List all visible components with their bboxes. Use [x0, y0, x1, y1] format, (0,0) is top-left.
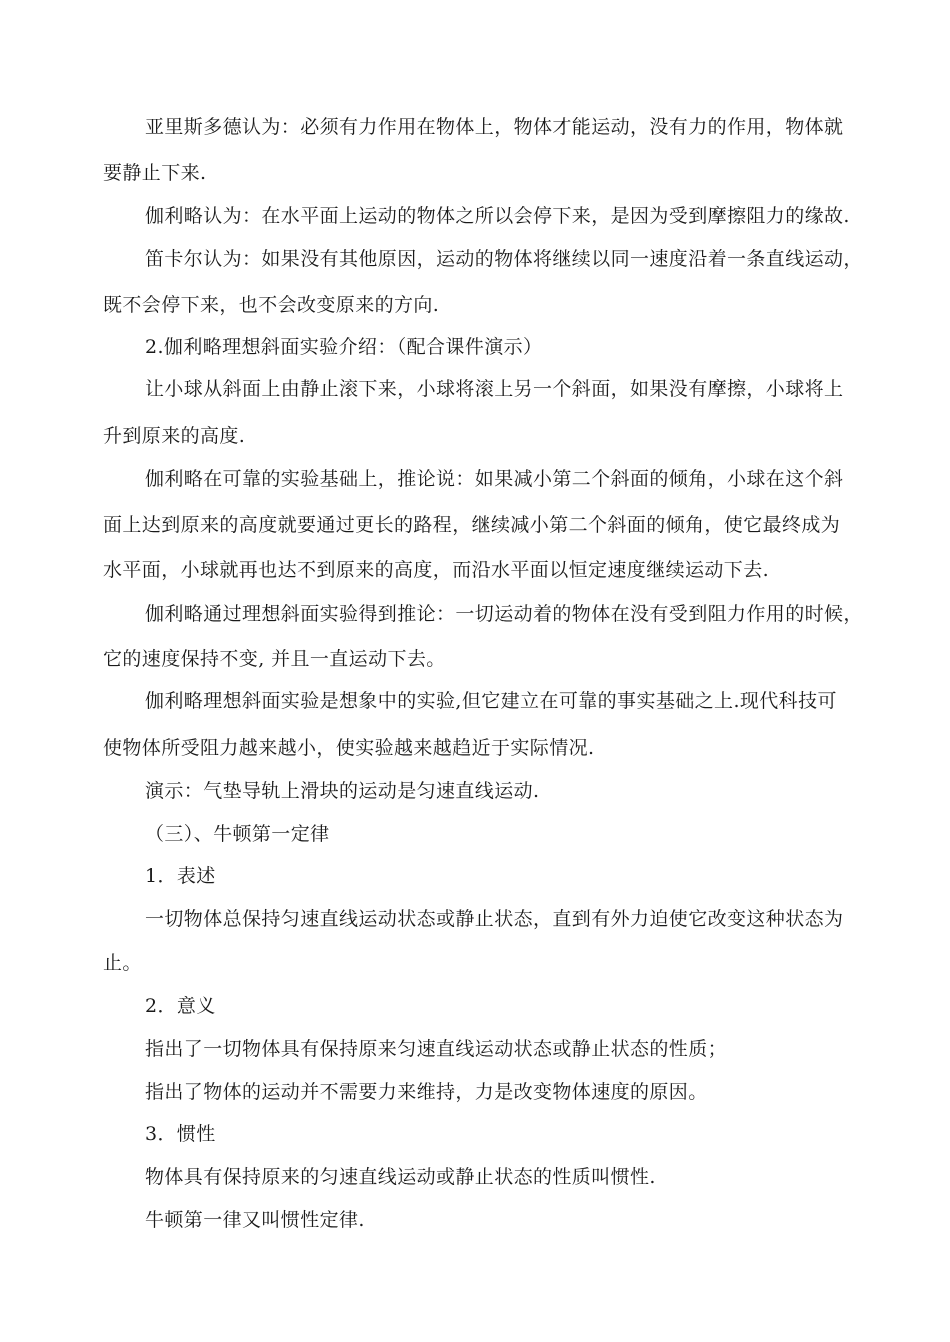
paragraph-inference: 伽利略在可靠的实验基础上，推论说：如果减小第二个斜面的倾角，小球在这个斜 — [145, 468, 844, 490]
subheading-inertia: 3．惯性 — [145, 1123, 216, 1145]
paragraph-descartes-cont: 既不会停下来，也不会改变原来的方向. — [103, 294, 440, 316]
paragraph-galileo-view: 伽利略认为：在水平面上运动的物体之所以会停下来，是因为受到摩擦阻力的缘故. — [145, 205, 850, 227]
paragraph-inference-cont-2: 水平面，小球就再也达不到原来的高度，而沿水平面以恒定速度继续运动下去. — [103, 559, 770, 581]
paragraph-demo: 演示：气垫导轨上滑块的运动是匀速直线运动. — [145, 780, 540, 802]
paragraph-conclusion-cont: 它的速度保持不变, 并且一直运动下去。 — [103, 648, 446, 670]
paragraph-statement-cont: 止。 — [103, 952, 142, 974]
paragraph-aristotle: 亚里斯多德认为：必须有力作用在物体上，物体才能运动，没有力的作用，物体就 — [145, 116, 844, 138]
paragraph-ideal-experiment-cont: 使物体所受阻力越来越小，使实验越来越趋近于实际情况. — [103, 737, 595, 759]
section-heading-experiment: 2.伽利略理想斜面实验介绍：（配合课件演示） — [145, 336, 543, 358]
paragraph-inertia-law: 牛顿第一律又叫惯性定律. — [145, 1209, 365, 1231]
paragraph-inference-cont-1: 面上达到原来的高度就要通过更长的路程，继续减小第二个斜面的倾角，使它最终成为 — [103, 514, 841, 536]
paragraph-statement: 一切物体总保持匀速直线运动状态或静止状态，直到有外力迫使它改变这种状态为 — [145, 908, 844, 930]
paragraph-ball-slope: 让小球从斜面上由静止滚下来，小球将滚上另一个斜面，如果没有摩擦，小球将上 — [145, 378, 844, 400]
paragraph-descartes: 笛卡尔认为：如果没有其他原因，运动的物体将继续以同一速度沿着一条直线运动， — [145, 248, 863, 270]
paragraph-ideal-experiment: 伽利略理想斜面实验是想象中的实验,但它建立在可靠的事实基础之上.现代科技可 — [145, 690, 837, 712]
subheading-meaning: 2．意义 — [145, 995, 216, 1017]
section-heading-newton-first-law: （三）、牛顿第一定律 — [145, 823, 330, 845]
paragraph-inertia-definition: 物体具有保持原来的匀速直线运动或静止状态的性质叫惯性. — [145, 1166, 656, 1188]
paragraph-aristotle-cont: 要静止下来. — [103, 162, 207, 184]
paragraph-meaning-2: 指出了物体的运动并不需要力来维持，力是改变物体速度的原因。 — [145, 1081, 708, 1103]
paragraph-conclusion: 伽利略通过理想斜面实验得到推论：一切运动着的物体在没有受到阻力作用的时候， — [145, 603, 863, 625]
subheading-statement: 1．表述 — [145, 865, 216, 887]
paragraph-meaning-1: 指出了一切物体具有保持原来匀速直线运动状态或静止状态的性质； — [145, 1038, 728, 1060]
paragraph-ball-slope-cont: 升到原来的高度. — [103, 425, 246, 447]
